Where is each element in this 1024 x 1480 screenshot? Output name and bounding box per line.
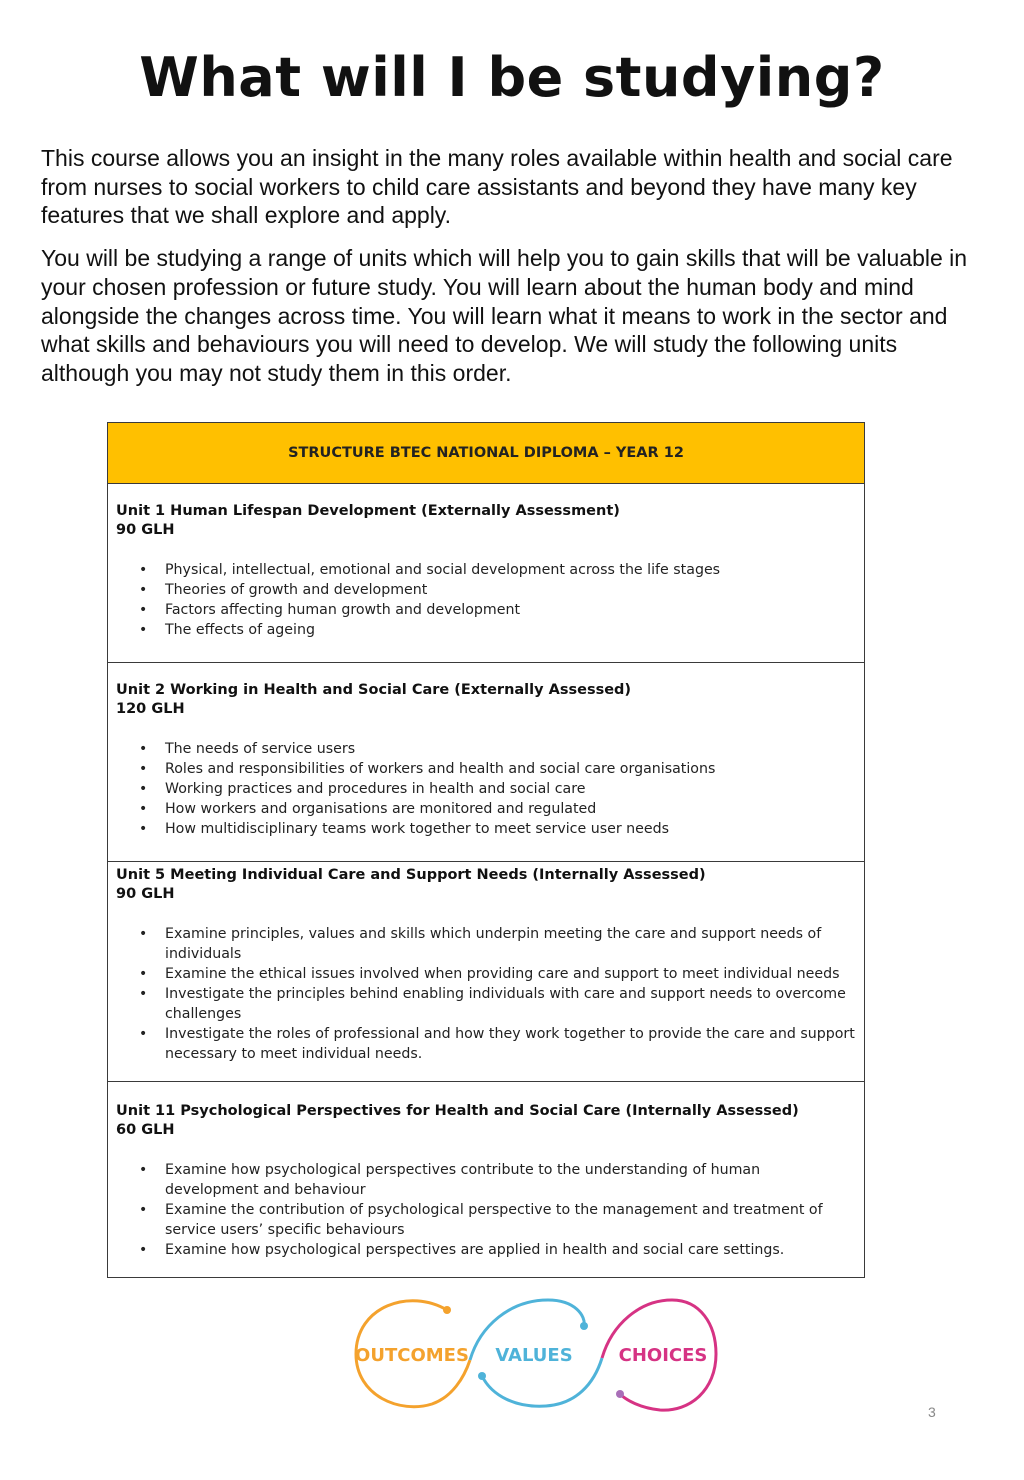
list-item: • The needs of service users — [165, 739, 856, 759]
list-item: • Examine principles, values and skills which underpin meeting the care and support needs of individuals — [165, 924, 856, 964]
unit-row — [108, 862, 864, 1082]
unit-glh: 60 GLH — [116, 1122, 175, 1138]
logo-outcomes: OUTCOMES — [355, 1345, 469, 1366]
list-item: • The effects of ageing — [165, 620, 856, 640]
list-item: • Working practices and procedures in health and social care — [165, 779, 856, 799]
intro-text — [41, 144, 986, 402]
unit-row — [108, 663, 864, 862]
list-item: • Examine how psychological perspectives contribute to the understanding of human development and behaviour — [165, 1160, 856, 1200]
list-item: • Factors affecting human growth and development — [165, 600, 856, 620]
unit-glh: 120 GLH — [116, 701, 185, 717]
unit-row — [108, 484, 864, 663]
unit-title: Unit 11 Psychological Perspectives for Health and Social Care (Internally Assessed) — [116, 1103, 799, 1119]
unit-title: Unit 5 Meeting Individual Care and Support Needs (Internally Assessed) — [116, 867, 706, 883]
list-item: • Physical, intellectual, emotional and social development across the life stages — [165, 560, 856, 580]
unit-bullets — [116, 924, 856, 1064]
page-number: 3 — [928, 1404, 936, 1420]
structure-table — [107, 422, 865, 1278]
logo-values: VALUES — [495, 1345, 573, 1366]
list-item: • How workers and organisations are monitored and regulated — [165, 799, 856, 819]
table-header: STRUCTURE BTEC NATIONAL DIPLOMA – YEAR 12 — [108, 423, 864, 484]
unit-title: Unit 1 Human Lifespan Development (Externally Assessment) — [116, 503, 620, 519]
intro-paragraph: This course allows you an insight in the many roles available within health and social care from nurses to social workers to child care assistants and beyond they have many key features that we shall explore and apply. — [41, 145, 953, 229]
unit-glh: 90 GLH — [116, 522, 175, 538]
list-item: • Theories of growth and development — [165, 580, 856, 600]
outcomes-values-choices-logo — [350, 1296, 720, 1414]
list-item: • Investigate the principles behind enabling individuals with care and support needs to overcome challenges — [165, 984, 856, 1024]
list-item: • Examine the contribution of psychological perspective to the management and treatment of service users’ specific behaviours — [165, 1200, 856, 1240]
intro-paragraph: You will be studying a range of units which will help you to gain skills that will be valuable in your chosen profession or future study. You will learn about the human body and mind alongside the changes across time. You will learn what it means to work in the sector and what skills and behaviours you will need to develop. We will study the following units although you may not study them in this order. — [41, 245, 968, 386]
list-item: • Roles and responsibilities of workers and health and social care organisations — [165, 759, 856, 779]
list-item: • Examine how psychological perspectives are applied in health and social care settings. — [165, 1240, 856, 1260]
list-item: • How multidisciplinary teams work together to meet service user needs — [165, 819, 856, 839]
unit-bullets — [116, 739, 856, 839]
list-item: • Investigate the roles of professional and how they work together to provide the care and support necessary to meet individual needs. — [165, 1024, 856, 1064]
unit-row — [108, 1082, 864, 1277]
page-title: What will I be studying? — [139, 46, 885, 109]
unit-bullets — [116, 1160, 856, 1260]
logo-choices: CHOICES — [618, 1345, 708, 1366]
unit-bullets — [116, 560, 856, 640]
unit-title: Unit 2 Working in Health and Social Care (Externally Assessed) — [116, 682, 632, 698]
unit-glh: 90 GLH — [116, 886, 175, 902]
list-item: • Examine the ethical issues involved when providing care and support to meet individual needs — [165, 964, 856, 984]
